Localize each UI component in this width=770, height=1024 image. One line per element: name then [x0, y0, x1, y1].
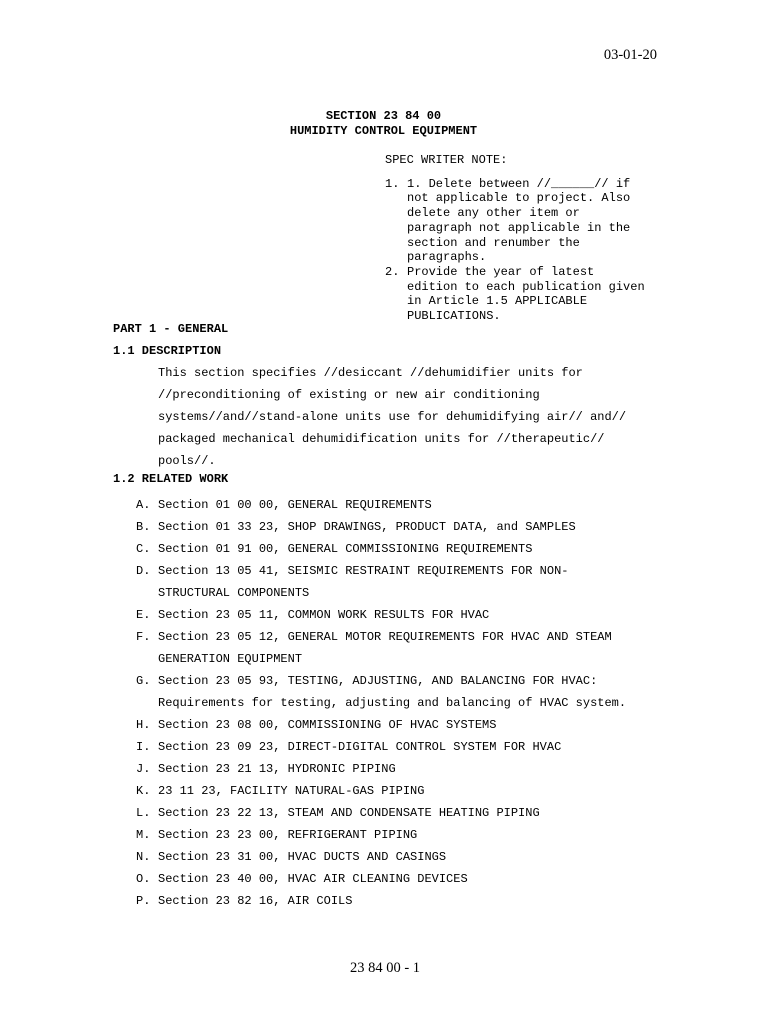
description-line: //preconditioning of existing or new air conditioning: [158, 388, 540, 402]
related-work-item-text: Section 01 33 23, SHOP DRAWINGS, PRODUCT DATA, and SAMPLES: [158, 520, 576, 534]
related-work-item: [113, 538, 673, 560]
spec-writer-note: [385, 153, 665, 324]
related-work-item-text: Section 23 23 00, REFRIGERANT PIPING: [158, 828, 418, 842]
related-work-item-letter: E.: [136, 608, 151, 622]
related-work-item-letter: A.: [136, 498, 151, 512]
spec-note-item-line: PUBLICATIONS.: [407, 309, 501, 324]
spec-note-item-line: edition to each publication given: [407, 279, 645, 294]
spec-note-item-line: in Article 1.5 APPLICABLE: [407, 294, 588, 309]
spec-note-title: SPEC WRITER NOTE:: [385, 153, 508, 167]
related-work-item: [113, 626, 673, 670]
spec-note-item-line: delete any other item or: [407, 206, 580, 221]
related-work-item: [113, 868, 673, 890]
related-work-item-letter: J.: [136, 762, 151, 776]
related-work-item-letter: M.: [136, 828, 151, 842]
section-name: HUMIDITY CONTROL EQUIPMENT: [289, 124, 478, 138]
spec-note-item-line: 1. Delete between //______// if: [407, 176, 631, 191]
related-work-item-letter: F.: [136, 630, 151, 644]
related-work-item-letter: O.: [136, 872, 151, 886]
related-work-item-text: Section 23 09 23, DIRECT-DIGITAL CONTROL SYSTEM FOR HVAC: [158, 740, 562, 754]
description-line: packaged mechanical dehumidification units for //therapeutic//: [158, 432, 605, 446]
spec-note-item: [385, 177, 665, 265]
related-work-item: [113, 890, 673, 912]
related-work-item-text: Requirements for testing, adjusting and balancing of HVAC system.: [158, 696, 627, 710]
description-line: pools//.: [158, 454, 216, 468]
related-work-item-text: Section 23 22 13, STEAM AND CONDENSATE HEATING PIPING: [158, 806, 540, 820]
related-work-item-text: Section 23 05 93, TESTING, ADJUSTING, AND BALANCING FOR HVAC:: [158, 674, 598, 688]
related-work-item-letter: I.: [136, 740, 151, 754]
related-work-item-text: Section 01 00 00, GENERAL REQUIREMENTS: [158, 498, 432, 512]
spec-note-item-line: paragraph not applicable in the: [407, 220, 631, 235]
related-work-item-letter: H.: [136, 718, 151, 732]
related-work-item: [113, 494, 673, 516]
part-heading: PART 1 - GENERAL: [113, 322, 229, 336]
header-date: 03-01-20: [603, 47, 657, 63]
document-body: [113, 322, 673, 912]
related-work-item: [113, 516, 673, 538]
related-work-item: [113, 604, 673, 626]
related-work-item-text: 23 11 23, FACILITY NATURAL-GAS PIPING: [158, 784, 425, 798]
spec-note-item-line: not applicable to project. Also: [407, 191, 631, 206]
spec-note-item-number: 1.: [385, 176, 400, 191]
related-work-item-text: STRUCTURAL COMPONENTS: [158, 586, 310, 600]
related-work-heading: 1.2 RELATED WORK: [113, 472, 229, 486]
related-work-item-letter: K.: [136, 784, 151, 798]
related-work-item-letter: C.: [136, 542, 151, 556]
related-work-item-text: Section 23 05 11, COMMON WORK RESULTS FOR HVAC: [158, 608, 490, 622]
related-work-item-letter: N.: [136, 850, 151, 864]
related-work-item-text: Section 23 21 13, HYDRONIC PIPING: [158, 762, 396, 776]
related-work-item-text: Section 23 40 00, HVAC AIR CLEANING DEVICES: [158, 872, 468, 886]
related-work-item-letter: D.: [136, 564, 151, 578]
related-work-item: [113, 802, 673, 824]
related-work-item: [113, 824, 673, 846]
spec-note-list: [385, 177, 665, 324]
section-title-block: [0, 109, 770, 139]
description-heading: 1.1 DESCRIPTION: [113, 344, 222, 358]
related-work-item-text: Section 13 05 41, SEISMIC RESTRAINT REQUIREMENTS FOR NON-: [158, 564, 569, 578]
related-work-item-text: Section 23 08 00, COMMISSIONING OF HVAC SYSTEMS: [158, 718, 497, 732]
related-work-item-text: Section 23 05 12, GENERAL MOTOR REQUIREMENTS FOR HVAC AND STEAM: [158, 630, 612, 644]
related-work-item-text: Section 23 31 00, HVAC DUCTS AND CASINGS: [158, 850, 447, 864]
related-work-item: [113, 780, 673, 802]
related-work-item-letter: G.: [136, 674, 151, 688]
description-line: systems//and//stand-alone units use for dehumidifying air// and//: [158, 410, 627, 424]
spec-note-item-line: paragraphs.: [407, 250, 487, 265]
related-work-item: [113, 714, 673, 736]
related-work-item-text: GENERATION EQUIPMENT: [158, 652, 303, 666]
related-work-item: [113, 758, 673, 780]
related-work-list: [113, 494, 673, 912]
related-work-item: [113, 670, 673, 714]
spec-note-item-line: section and renumber the: [407, 235, 580, 250]
description-line: This section specifies //desiccant //dehumidifier units for: [158, 366, 583, 380]
spec-note-item: [385, 265, 665, 324]
related-work-item-letter: L.: [136, 806, 151, 820]
spec-note-item-line: Provide the year of latest: [407, 264, 595, 279]
description-paragraph: [113, 362, 673, 472]
spec-note-item-number: 2.: [385, 264, 400, 279]
related-work-item: [113, 560, 673, 604]
page-footer: 23 84 00 - 1: [349, 960, 421, 976]
related-work-item-text: Section 23 82 16, AIR COILS: [158, 894, 353, 908]
section-number: SECTION 23 84 00: [325, 109, 442, 123]
related-work-item-text: Section 01 91 00, GENERAL COMMISSIONING REQUIREMENTS: [158, 542, 533, 556]
related-work-item: [113, 736, 673, 758]
related-work-item-letter: B.: [136, 520, 151, 534]
related-work-item: [113, 846, 673, 868]
related-work-item-letter: P.: [136, 894, 151, 908]
